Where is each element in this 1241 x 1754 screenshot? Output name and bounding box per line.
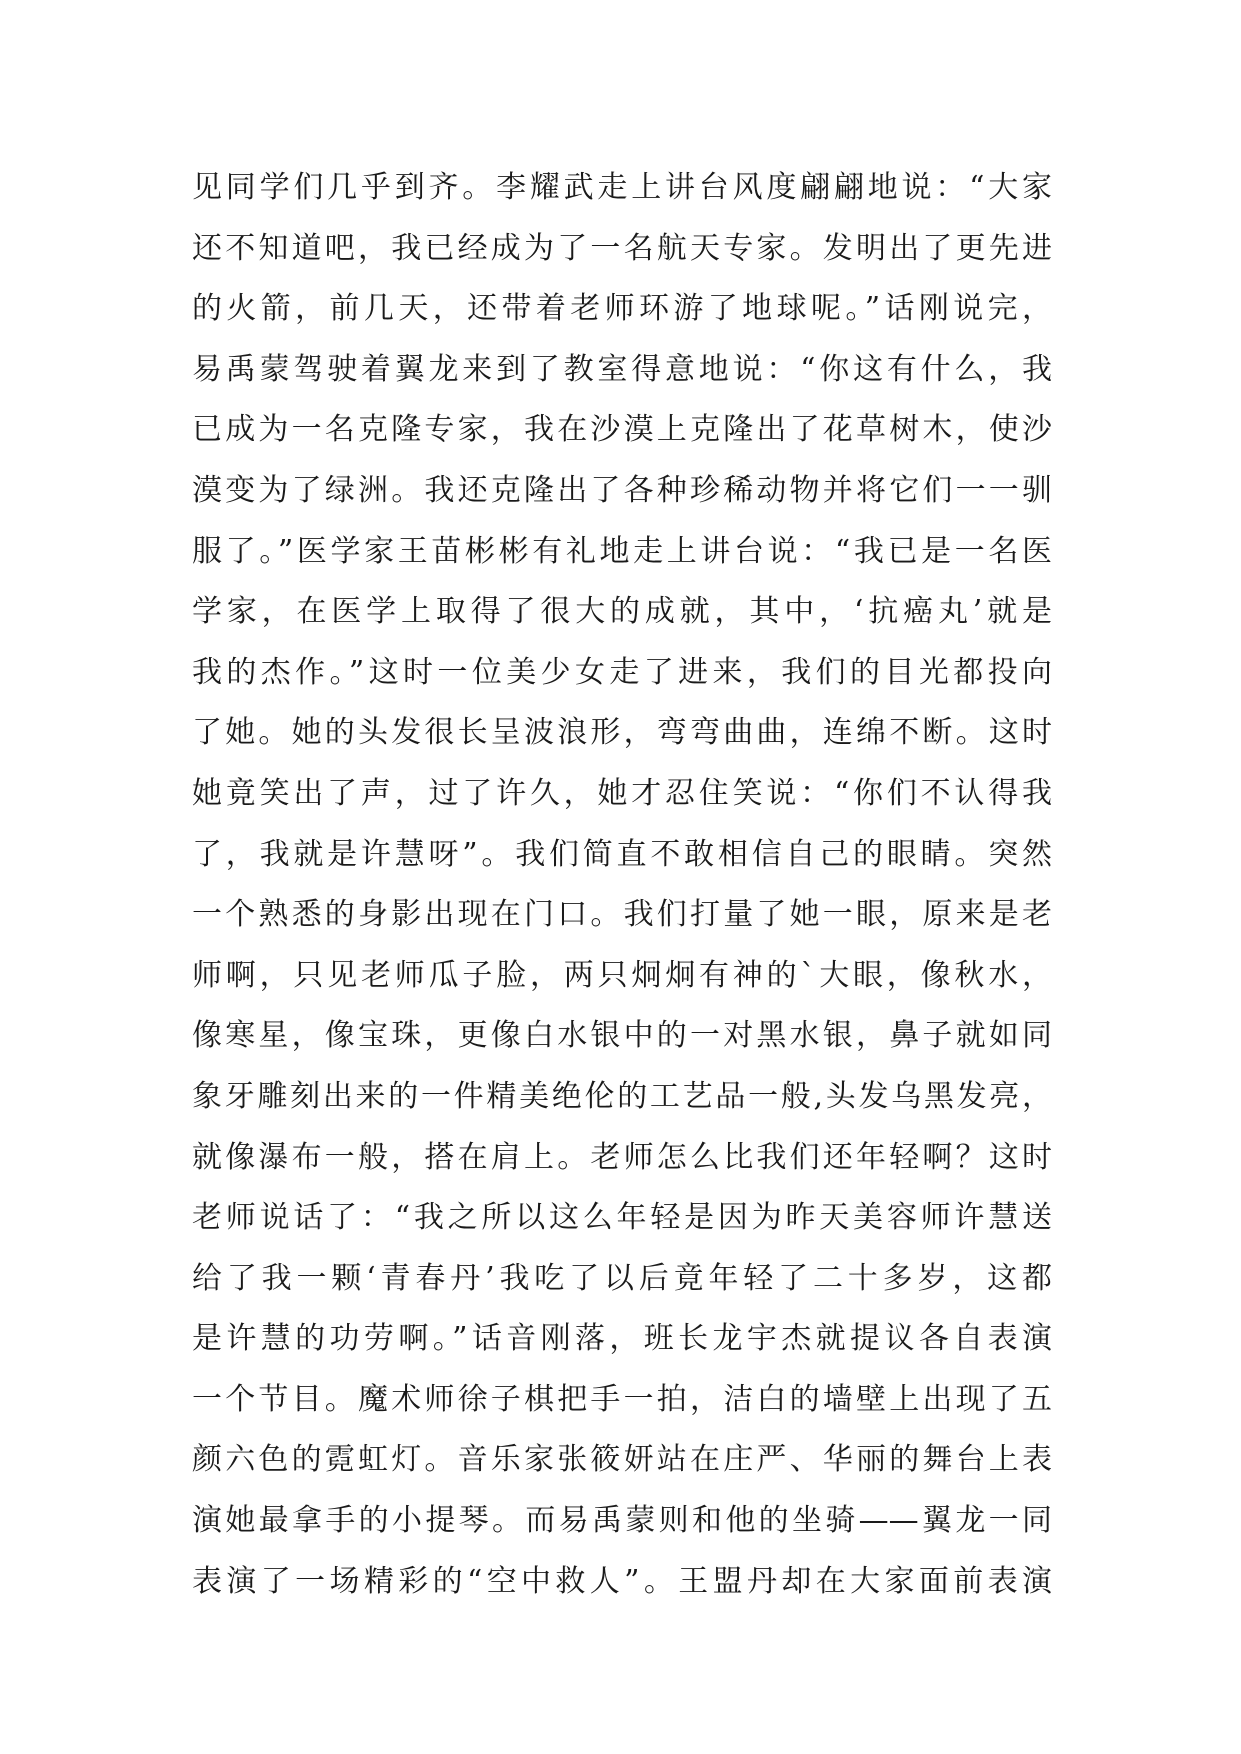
text-line: 表演了一场精彩的“空中救人”。王盟丹却在大家面前表演	[192, 1563, 1052, 1599]
text-line: 我的杰作。”这时一位美少女走了进来，我们的目光都投向	[192, 654, 1052, 690]
body-text	[192, 158, 1052, 1612]
text-line: 见同学们几乎到齐。李耀武走上讲台风度翩翩地说：“大家	[192, 170, 1052, 205]
text-line: 了，我就是许慧呀”。我们简直不敢相信自己的眼睛。突然	[192, 836, 1052, 872]
text-line: 师啊，只见老师瓜子脸，两只炯炯有神的`大眼，像秋水，	[192, 957, 1052, 993]
text-line: 象牙雕刻出来的一件精美绝伦的工艺品一般,头发乌黑发亮，	[192, 1078, 1052, 1114]
text-line: 服了。”医学家王苗彬彬有礼地走上讲台说：“我已是一名医	[192, 533, 1052, 569]
text-line: 她竟笑出了声，过了许久，她才忍住笑说：“你们不认得我	[192, 775, 1052, 811]
text-line: 像寒星，像宝珠，更像白水银中的一对黑水银，鼻子就如同	[192, 1018, 1052, 1054]
text-line: 漠变为了绿洲。我还克隆出了各种珍稀动物并将它们一一驯	[192, 472, 1052, 508]
text-line: 学家，在医学上取得了很大的成就，其中，‘抗癌丸’就是	[192, 594, 1052, 630]
text-line: 还不知道吧，我已经成为了一名航天专家。发明出了更先进	[192, 230, 1052, 266]
text-line: 了她。她的头发很长呈波浪形，弯弯曲曲，连绵不断。这时	[192, 715, 1052, 751]
text-line: 的火箭，前几天，还带着老师环游了地球呢。”话刚说完，	[192, 291, 1052, 327]
text-line: 颜六色的霓虹灯。音乐家张筱妍站在庄严、华丽的舞台上表	[192, 1442, 1052, 1478]
text-line: 演她最拿手的小提琴。而易禹蒙则和他的坐骑——翼龙一同	[192, 1503, 1052, 1539]
text-line: 一个节目。魔术师徐子棋把手一拍，洁白的墙壁上出现了五	[192, 1381, 1052, 1417]
text-line: 是许慧的功劳啊。”话音刚落，班长龙宇杰就提议各自表演	[192, 1321, 1052, 1357]
text-line: 老师说话了：“我之所以这么年轻是因为昨天美容师许慧送	[192, 1200, 1052, 1236]
text-line: 已成为一名克隆专家，我在沙漠上克隆出了花草树木，使沙	[192, 412, 1052, 448]
text-line: 易禹蒙驾驶着翼龙来到了教室得意地说：“你这有什么，我	[192, 351, 1052, 387]
text-line: 一个熟悉的身影出现在门口。我们打量了她一眼，原来是老	[192, 897, 1052, 933]
text-line: 给了我一颗‘青春丹’我吃了以后竟年轻了二十多岁，这都	[192, 1260, 1052, 1296]
text-line: 就像瀑布一般，搭在肩上。老师怎么比我们还年轻啊？这时	[192, 1139, 1052, 1175]
